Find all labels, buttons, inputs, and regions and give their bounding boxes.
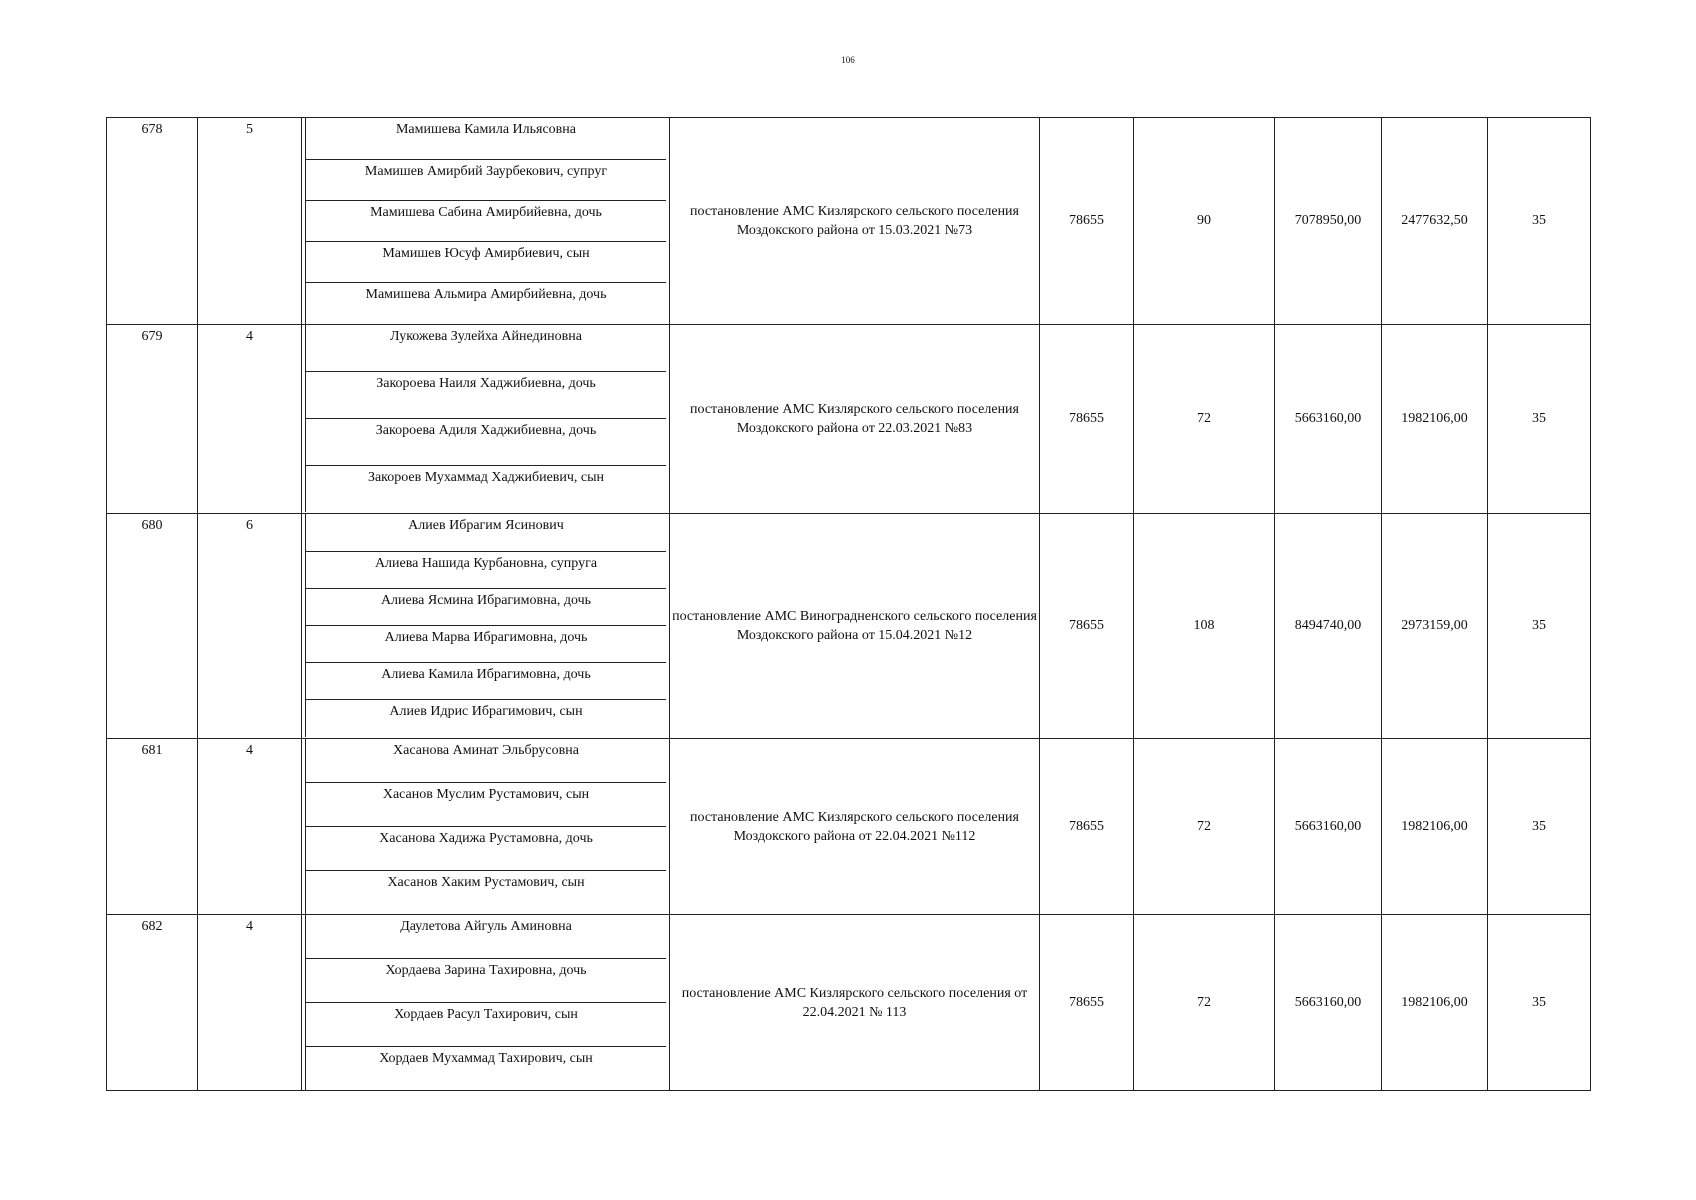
table-row xyxy=(107,325,1591,514)
subsidy-percent: 35 xyxy=(1488,915,1591,1091)
area: 108 xyxy=(1134,514,1275,739)
member-name: Мамишева Альмира Амирбийевна, дочь xyxy=(305,283,666,324)
total-cost: 5663160,00 xyxy=(1275,915,1382,1091)
table-row xyxy=(107,514,1591,739)
family-size: 6 xyxy=(198,514,302,739)
member-name: Алиева Камила Ибрагимовна, дочь xyxy=(305,663,666,700)
price-per-sqm: 78655 xyxy=(1040,739,1134,915)
price-per-sqm: 78655 xyxy=(1040,325,1134,514)
family-members xyxy=(302,915,670,1091)
price-per-sqm: 78655 xyxy=(1040,514,1134,739)
record-number: 682 xyxy=(107,915,198,1091)
family-members xyxy=(302,514,670,739)
member-name: Лукожева Зулейха Айнединовна xyxy=(305,325,666,372)
member-name: Мамишева Камила Ильясовна xyxy=(305,118,666,160)
area: 90 xyxy=(1134,118,1275,325)
area: 72 xyxy=(1134,739,1275,915)
member-name: Хасанов Хаким Рустамович, сын xyxy=(305,871,666,914)
record-number: 679 xyxy=(107,325,198,514)
record-number: 680 xyxy=(107,514,198,739)
member-name: Мамишева Сабина Амирбийевна, дочь xyxy=(305,201,666,242)
member-name: Даулетова Айгуль Аминовна xyxy=(305,915,666,959)
family-size: 4 xyxy=(198,325,302,514)
subsidy-percent: 35 xyxy=(1488,118,1591,325)
total-cost: 7078950,00 xyxy=(1275,118,1382,325)
registry-table xyxy=(106,117,1591,1091)
total-cost: 8494740,00 xyxy=(1275,514,1382,739)
family-members xyxy=(302,739,670,915)
member-name: Хасанова Хадижа Рустамовна, дочь xyxy=(305,827,666,871)
subsidy-amount: 2477632,50 xyxy=(1382,118,1488,325)
table-row xyxy=(107,118,1591,325)
member-name: Мамишев Амирбий Заурбекович, супруг xyxy=(305,160,666,201)
price-per-sqm: 78655 xyxy=(1040,118,1134,325)
decree-reference: постановление АМС Кизлярского сельского поселения от 22.04.2021 № 113 xyxy=(670,915,1040,1091)
decree-reference: постановление АМС Кизлярского сельского поселения Моздокского района от 15.03.2021 №73 xyxy=(670,118,1040,325)
member-name: Закороева Наиля Хаджибиевна, дочь xyxy=(305,372,666,419)
table-row xyxy=(107,739,1591,915)
member-name: Хордаева Зарина Тахировна, дочь xyxy=(305,959,666,1003)
member-name: Алиев Идрис Ибрагимович, сын xyxy=(305,700,666,737)
subsidy-percent: 35 xyxy=(1488,514,1591,739)
member-name: Хасанова Аминат Эльбрусовна xyxy=(305,739,666,783)
family-members xyxy=(302,118,670,325)
record-number: 678 xyxy=(107,118,198,325)
subsidy-amount: 1982106,00 xyxy=(1382,915,1488,1091)
decree-reference: постановление АМС Кизлярского сельского поселения Моздокского района от 22.04.2021 №112 xyxy=(670,739,1040,915)
record-number: 681 xyxy=(107,739,198,915)
family-size: 4 xyxy=(198,915,302,1091)
member-name: Мамишев Юсуф Амирбиевич, сын xyxy=(305,242,666,283)
decree-reference: постановление АМС Виноградненского сельского поселения Моздокского района от 15.04.2021 №12 xyxy=(670,514,1040,739)
table-row xyxy=(107,915,1591,1091)
area: 72 xyxy=(1134,325,1275,514)
member-name: Алиева Ясмина Ибрагимовна, дочь xyxy=(305,589,666,626)
decree-reference: постановление АМС Кизлярского сельского поселения Моздокского района от 22.03.2021 №83 xyxy=(670,325,1040,514)
member-name: Хордаев Мухаммад Тахирович, сын xyxy=(305,1047,666,1090)
family-size: 4 xyxy=(198,739,302,915)
family-members xyxy=(302,325,670,514)
member-name: Хордаев Расул Тахирович, сын xyxy=(305,1003,666,1047)
family-size: 5 xyxy=(198,118,302,325)
member-name: Закороева Адиля Хаджибиевна, дочь xyxy=(305,419,666,466)
price-per-sqm: 78655 xyxy=(1040,915,1134,1091)
subsidy-amount: 1982106,00 xyxy=(1382,325,1488,514)
subsidy-amount: 2973159,00 xyxy=(1382,514,1488,739)
subsidy-amount: 1982106,00 xyxy=(1382,739,1488,915)
member-name: Алиев Ибрагим Ясинович xyxy=(305,514,666,552)
total-cost: 5663160,00 xyxy=(1275,739,1382,915)
member-name: Хасанов Муслим Рустамович, сын xyxy=(305,783,666,827)
member-name: Алиева Марва Ибрагимовна, дочь xyxy=(305,626,666,663)
member-name: Закороев Мухаммад Хаджибиевич, сын xyxy=(305,466,666,512)
page-number: 106 xyxy=(841,55,855,65)
area: 72 xyxy=(1134,915,1275,1091)
total-cost: 5663160,00 xyxy=(1275,325,1382,514)
member-name: Алиева Нашида Курбановна, супруга xyxy=(305,552,666,589)
subsidy-percent: 35 xyxy=(1488,325,1591,514)
subsidy-percent: 35 xyxy=(1488,739,1591,915)
